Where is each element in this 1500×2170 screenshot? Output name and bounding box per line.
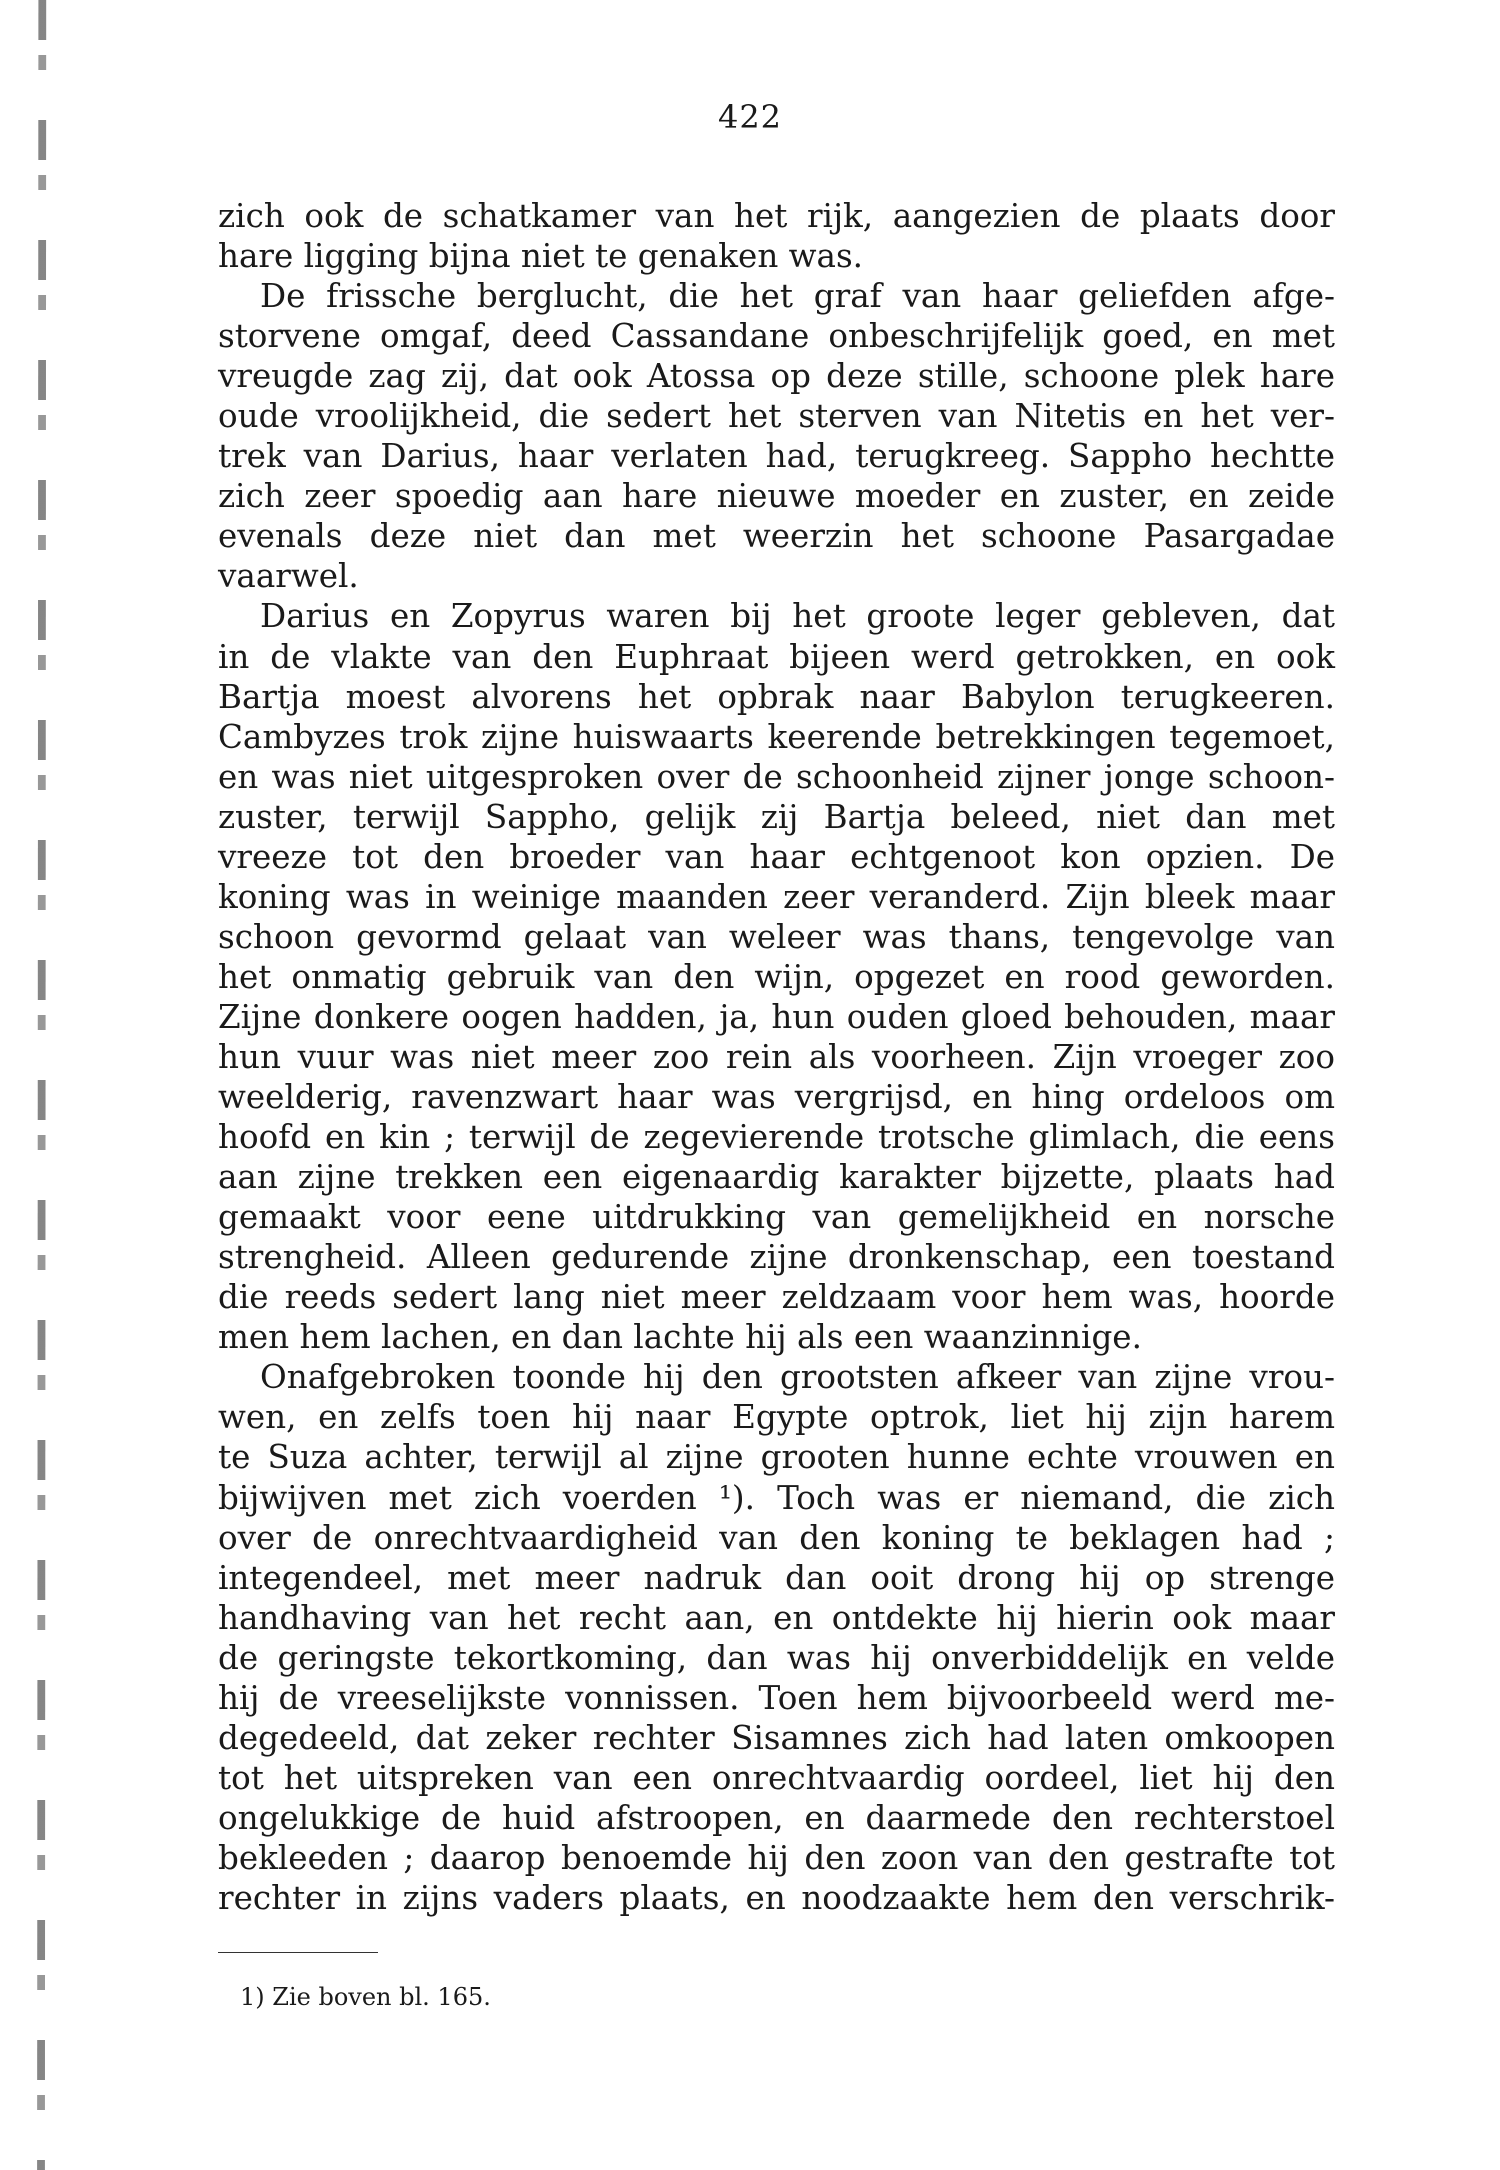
text-line: handhaving van het recht aan, en ontdekte hij hierin ook maar [218, 1598, 1335, 1637]
footnote-text: Zie boven bl. 165. [272, 1983, 491, 2011]
text-line: trek van Darius, haar verlaten had, terugkreeg. Sappho hechtte [218, 437, 1335, 476]
text-line: zuster, terwijl Sappho, gelijk zij Bartja beleed, niet dan met [218, 797, 1335, 836]
body-text [218, 196, 1335, 1918]
text-line: integendeel, met meer nadruk dan ooit drong hij op strenge [218, 1558, 1335, 1597]
text-line: hun vuur was niet meer zoo rein als voorheen. Zijn vroeger zoo [218, 1037, 1335, 1076]
text-line: Zijne donkere oogen hadden, ja, hun ouden gloed behouden, maar [218, 997, 1335, 1036]
text-line: hare ligging bijna niet te genaken was. [218, 237, 864, 276]
text-line: Onafgebroken toonde hij den grootsten afkeer van zijne vrou- [260, 1358, 1335, 1397]
text-line: hij de vreeselijkste vonnissen. Toen hem bijvoorbeeld werd me- [218, 1678, 1335, 1717]
text-line: Darius en Zopyrus waren bij het groote leger gebleven, dat [260, 597, 1335, 636]
text-line: te Suza achter, terwijl al zijne grooten hunne echte vrouwen en [218, 1438, 1335, 1477]
text-line: men hem lachen, en dan lachte hij als een waanzinnige. [218, 1318, 1142, 1357]
book-binding-edge [28, 0, 54, 2170]
text-line: over de onrechtvaardigheid van den koning te beklagen had ; [218, 1518, 1335, 1557]
text-line: vreugde zag zij, dat ook Atossa op deze stille, schoone plek hare [218, 357, 1335, 396]
text-line: zich zeer spoedig aan hare nieuwe moeder en zuster, en zeide [218, 477, 1335, 516]
text-line: strengheid. Alleen gedurende zijne dronkenschap, een toestand [218, 1238, 1335, 1277]
text-line: De frissche berglucht, die het graf van haar geliefden afge- [260, 277, 1335, 316]
text-line: wen, en zelfs toen hij naar Egypte optrok, liet hij zijn harem [218, 1398, 1335, 1437]
text-line: schoon gevormd gelaat van weleer was thans, tengevolge van [218, 917, 1335, 956]
text-line: storvene omgaf, deed Cassandane onbeschrijfelijk goed, en met [218, 317, 1335, 356]
footnote-rule [218, 1952, 378, 1953]
footnote-marker: 1) [240, 1983, 265, 2011]
text-line: koning was in weinige maanden zeer veranderd. Zijn bleek maar [218, 877, 1335, 916]
page-number: 422 [717, 98, 783, 136]
footnote [240, 1983, 491, 2011]
text-line: evenals deze niet dan met weerzin het schoone Pasargadae [218, 517, 1335, 556]
text-line: rechter in zijns vaders plaats, en noodzaakte hem den verschrik- [218, 1878, 1335, 1917]
text-line: tot het uitspreken van een onrechtvaardig oordeel, liet hij den [218, 1758, 1335, 1797]
text-line: degedeeld, dat zeker rechter Sisamnes zich had laten omkoopen [218, 1718, 1335, 1757]
text-line: hoofd en kin ; terwijl de zegevierende trotsche glimlach, die eens [218, 1118, 1335, 1157]
text-line: bijwijven met zich voerden ¹). Toch was er niemand, die zich [218, 1478, 1335, 1517]
text-line: Cambyzes trok zijne huiswaarts keerende betrekkingen tegemoet, [218, 717, 1335, 756]
text-line: Bartja moest alvorens het opbrak naar Babylon terugkeeren. [218, 677, 1335, 716]
text-line: de geringste tekortkoming, dan was hij onverbiddelijk en velde [218, 1638, 1335, 1677]
text-line: ongelukkige de huid afstroopen, en daarmede den rechterstoel [218, 1798, 1335, 1837]
text-line: die reeds sedert lang niet meer zeldzaam voor hem was, hoorde [218, 1278, 1335, 1317]
text-line: weelderig, ravenzwart haar was vergrijsd, en hing ordeloos om [218, 1078, 1335, 1117]
text-line: vaarwel. [218, 557, 359, 596]
text-line: en was niet uitgesproken over de schoonheid zijner jonge schoon- [218, 757, 1335, 796]
text-line: het onmatig gebruik van den wijn, opgezet en rood geworden. [218, 957, 1335, 996]
text-line: in de vlakte van den Euphraat bijeen werd getrokken, en ook [218, 637, 1335, 676]
text-line: vreeze tot den broeder van haar echtgenoot kon opzien. De [218, 837, 1335, 876]
text-line: gemaakt voor eene uitdrukking van gemelijkheid en norsche [218, 1198, 1335, 1237]
text-line: oude vroolijkheid, die sedert het sterven van Nitetis en het ver- [218, 397, 1335, 436]
text-line: bekleeden ; daarop benoemde hij den zoon van den gestrafte tot [218, 1838, 1335, 1877]
text-line: zich ook de schatkamer van het rijk, aangezien de plaats door [218, 197, 1335, 235]
text-line: aan zijne trekken een eigenaardig karakter bijzette, plaats had [218, 1158, 1335, 1197]
